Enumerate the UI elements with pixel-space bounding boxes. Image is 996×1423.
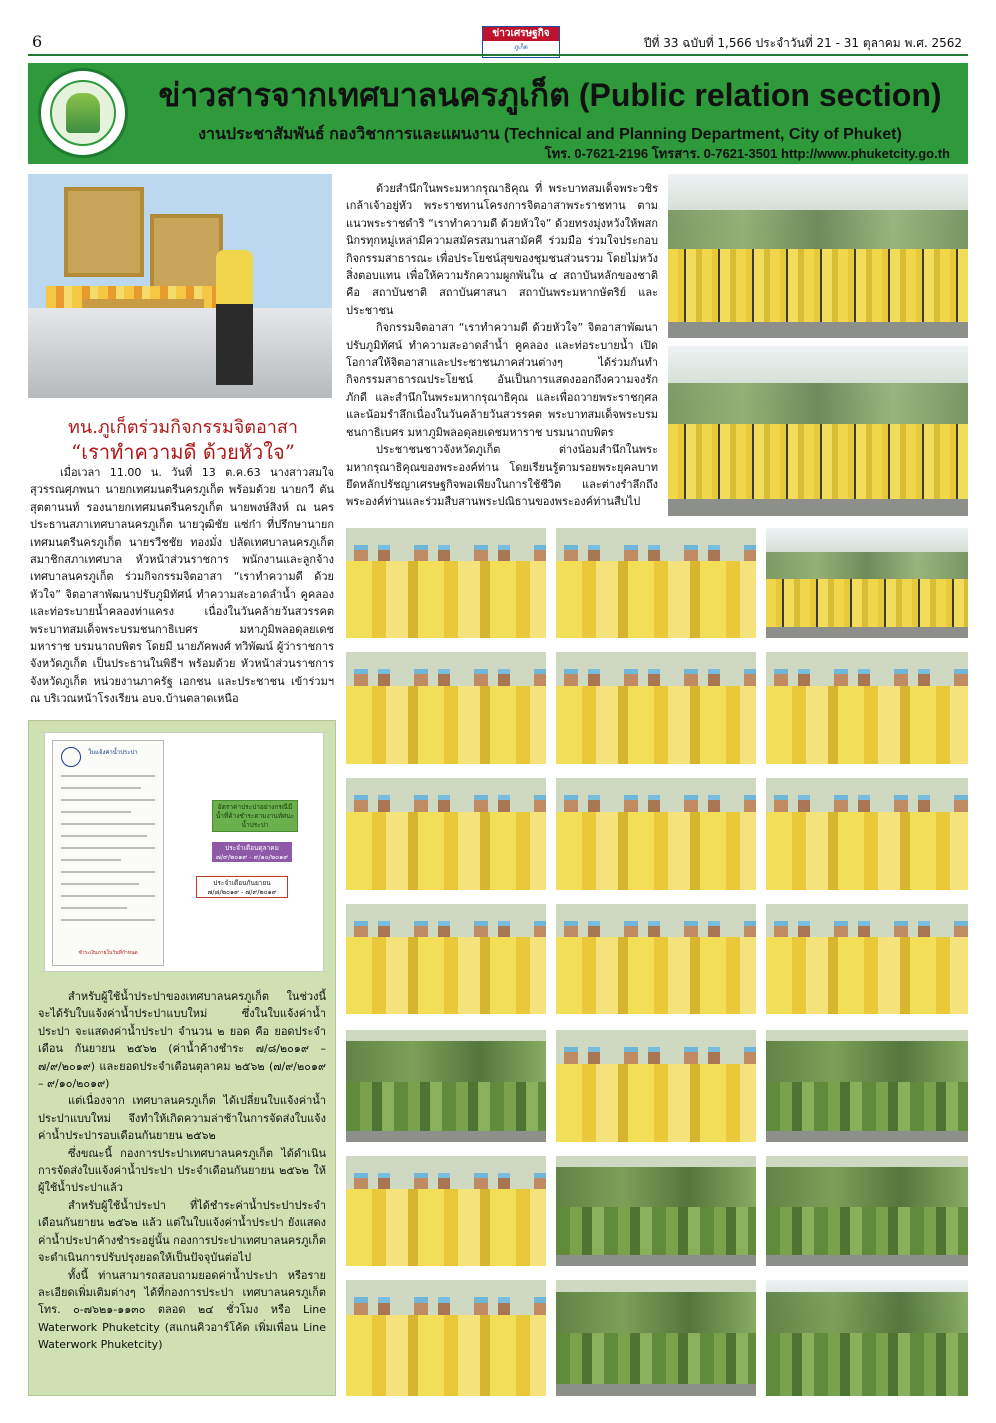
event-photo (766, 778, 968, 890)
event-photo (766, 1030, 968, 1142)
event-photo (346, 904, 546, 1014)
article-headline: ทน.ภูเก็ตร่วมกิจกรรมจิตอาสา (68, 417, 298, 438)
article-lead (30, 464, 334, 708)
event-photo (346, 528, 546, 638)
event-photo (766, 904, 968, 1014)
article-paragraph: กิจกรรมจิตอาสา “เราทำความดี ด้วยหัวใจ” จิตอาสาพัฒนาปรับภูมิทัศน์ ทำความสะอาดลำน้ำ คูคลอง และท่อระบายน้ำ เปิดโอกาสให้จิตอาสาและประชาชนภาคส่วนต่างๆ ได้ร่วมกันทำกิจกรรมสาธารณประโยชน์ อันเป็นการแสดงออกถึงความจงรักภักดี และสำนึกในพระมหากรุณาธิคุณ และเพื่อถวายพระราชกุศลและน้อมรำลึกเนื่องในวันคล้ายวันสวรรคต พระบาทสมเด็จพระบรมชนกาธิเบศร มหาภูมิพลอดุลยเดชมหาราช บรมนาถบพิตร (346, 321, 658, 439)
event-photo (766, 1280, 968, 1396)
bill-callout-september: ประจำเดือนกันยายน ๗/๘/๒๐๑๙ - ๗/๙/๒๐๑๙ (196, 876, 288, 898)
water-notice-text (38, 988, 326, 1354)
article-body (346, 180, 658, 511)
page-number: 6 (32, 32, 43, 51)
bill-callout-note: อัตราค่าประปาอย่างกรณีมีน้ำที่ค้างชำระตามงานทัศนะน้ำประปา (212, 800, 298, 832)
bill-callout-october: ประจำเดือนตุลาคม ๗/๙/๒๐๑๙ - ๙/๑๐/๒๐๑๙ (212, 842, 292, 862)
issue-info: ปีที่ 33 ฉบับที่ 1,566 ประจำวันที่ 21 - 31 ตุลาคม พ.ศ. 2562 (643, 36, 962, 50)
water-notice-paragraph: ซึ่งขณะนี้ กองการประปาเทศบาลนครภูเก็ต ได้ดำเนินการจัดส่งใบแจ้งค่าน้ำประปา ประจำเดือนกันยายน ๒๕๖๒ ให้ผู้ใช้น้ำประปาแล้ว (38, 1146, 326, 1195)
header-rule (28, 54, 968, 56)
event-photo (346, 1156, 546, 1266)
event-photo (766, 1156, 968, 1266)
bill-footer: ชำระเงินภายในวันที่กำหนด (78, 950, 138, 956)
event-photo (766, 528, 968, 638)
water-notice-paragraph: แต่เนื่องจาก เทศบาลนครภูเก็ต ได้เปลี่ยนใบแจ้งค่าน้ำประปาแบบใหม่ จึงทำให้เกิดความล่าช้าในการจัดส่งใบแจ้งค่าน้ำประปารอบเดือนกันยายน ๒๕๖๒ (38, 1094, 326, 1143)
water-notice-paragraph: สำหรับผู้ใช้น้ำประปา ที่ได้ชำระค่าน้ำประปาประจำ เดือนกันยายน ๒๕๖๒ แล้ว แต่ในใบแจ้งค่าน้ำประปา ยังแสดงค่าน้ำประปาค้างชำระอยู่นั้น กองการประปาเทศบาลนครภูเก็ต จะดำเนินการปรับปรุงยอดให้เป็นปัจจุบันต่อไป (38, 1198, 326, 1265)
banner-title: ข่าวสารจากเทศบาลนครภูเก็ต (Public relation section) (158, 77, 942, 113)
event-photo (556, 778, 756, 890)
banner-department: งานประชาสัมพันธ์ กองวิชาการและแผนงาน (Technical and Planning Department, City of Phuket) (198, 126, 902, 143)
event-photo (668, 346, 968, 516)
event-photo (346, 1030, 546, 1142)
article-lead-text: เมื่อเวลา 11.00 น. วันที่ 13 ต.ค.63 นางสาวสมใจ สุวรรณศุภพนา นายกเทศมนตรีนครภูเก็ต พร้อมด้วย นายกวี ตันสุตตานนท์ รองนายกเทศมนตรีนครภูเก็ต นายพงษ์สิงห์ ณ นคร ประธานสภาเทศบาลนครภูเก็ต นายวุฒิชัย แซ่ก๋า ที่ปรึกษานายกเทศมนตรีนครภูเก็ต นายรวีชชัย ทองมั่ง ปลัดเทศบาลนครภูเก็ต สมาชิกสภาเทศบาล หัวหน้าส่วนราชการ พนักงานและลูกจ้างเทศบาลนครภูเก็ต ร่วมกิจกรรมจิตอาสา “เราทำความดี ด้วยหัวใจ” จิตอาสาพัฒนาปรับภูมิทัศน์ ทำความสะอาดลำน้ำ คูคลอง และท่อระบายน้ำคลองท่าแครง เนื่องในวันคล้ายวันสวรรคต พระบาทสมเด็จพระบรมชนกาธิเบศร มหาภูมิพลอดุลยเดชมหาราช บรมนาถบพิตร โดยมี นายภัคพงศ์ ทวิพัฒน์ ผู้ว่าราชการจังหวัดภูเก็ต เป็นประธานในพิธีฯ พร้อมด้วย หัวหน้าส่วนราชการจังหวัดภูเก็ต หน่วยงานภาครัฐ เอกชน และประชาชน เข้าร่วมฯ ณ บริเวณหน้าโรงเรียน อบจ.บ้านตลาดเหนือ (30, 466, 334, 706)
article-subheadline: “เราทำความดี ด้วยหัวใจ” (71, 440, 295, 464)
event-photo (556, 1280, 756, 1396)
event-photo (346, 778, 546, 890)
event-photo (766, 652, 968, 764)
event-photo (556, 1156, 756, 1266)
ceremony-photo (28, 174, 332, 398)
event-photo (556, 652, 756, 764)
masthead-name: ข่าวเศรษฐกิจ (483, 27, 559, 41)
water-bill-sample (52, 740, 164, 966)
bill-logo-icon (61, 747, 81, 767)
bill-title: ใบแจ้งค่าน้ำประปา (88, 749, 138, 756)
event-photo (668, 174, 968, 338)
municipality-logo (38, 68, 128, 158)
banner-contact: โทร. 0-7621-2196 โทรสาร. 0-7621-3501 http://www.phuketcity.go.th (544, 146, 950, 161)
event-photo (346, 652, 546, 764)
water-notice-paragraph: สำหรับผู้ใช้น้ำประปาของเทศบาลนครภูเก็ต ในช่วงนี้ จะได้รับใบแจ้งค่าน้ำประปาแบบใหม่ ซึ่งในใบแจ้งค่าน้ำประปา จะแสดงค่าน้ำประปา จำนวน ๒ ยอด คือ ยอดประจำเดือน กันยายน ๒๕๖๒ (ค่าน้ำค้างชำระ ๗/๘/๒๐๑๙ – ๗/๙/๒๐๑๙) และยอดประจำเดือนตุลาคม ๒๕๖๒ (๗/๙/๒๐๑๙ – ๙/๑๐/๒๐๑๙) (38, 990, 326, 1091)
masthead-sub: ภูเก็ต (514, 44, 528, 51)
event-photo (556, 1030, 756, 1142)
event-photo (556, 528, 756, 638)
water-notice-paragraph: ทั้งนี้ ท่านสามารถสอบถามยอดค่าน้ำประปา หรือรายละเอียดเพิ่มเติมต่างๆ ได้ที่กองการประปา เทศบาลนครภูเก็ต โทร. ๐-๗๖๒๑-๑๑๓๐ ตลอด ๒๔ ชั่วโมง หรือ Line Waterwork Phuketcity (สแกนคิวอาร์โค้ด เพิ่มเพื่อน Line Waterwork Phuketcity) (38, 1268, 326, 1352)
event-photo (346, 1280, 546, 1396)
article-paragraph: ประชาชนชาวจังหวัดภูเก็ต ต่างน้อมสำนึกในพระมหากรุณาธิคุณของพระองค์ท่าน โดยเรียนรู้ตามรอยพระยุคลบาท ยึดหลักปรัชญาเศรษฐกิจพอเพียงในการใช้ชีวิต และต่างรำลึกถึงพระองค์ท่านและร่วมสืบสานพระปณิธานของพระองค์ท่านสืบไป (346, 443, 658, 509)
article-paragraph: ด้วยสำนึกในพระมหากรุณาธิคุณ ที่ พระบาทสมเด็จพระวชิรเกล้าเจ้าอยู่หัว พระราชทานโครงการจิตอาสาพระราชทาน ตามแนวพระราชดำริ “เราทำความดี ด้วยหัวใจ” ด้วยทรงมุ่งหวังให้พสกนิกรทุกหมู่เหล่ามีความสมัครสมานสามัคคี ร่วมมือ ร่วมใจประกอบกิจกรรมสาธารณะ เพื่อประโยชน์สุขของชุมชนส่วนรวม โดยไม่หวังสิ่งตอบแทน เพื่อให้ความรักความผูกพันใน ๔ สถาบันหลักของชาติ คือ สถาบันชาติ สถาบันศาสนา สถาบันพระมหากษัตริย์ และประชาชน (346, 182, 658, 317)
event-photo (556, 904, 756, 1014)
